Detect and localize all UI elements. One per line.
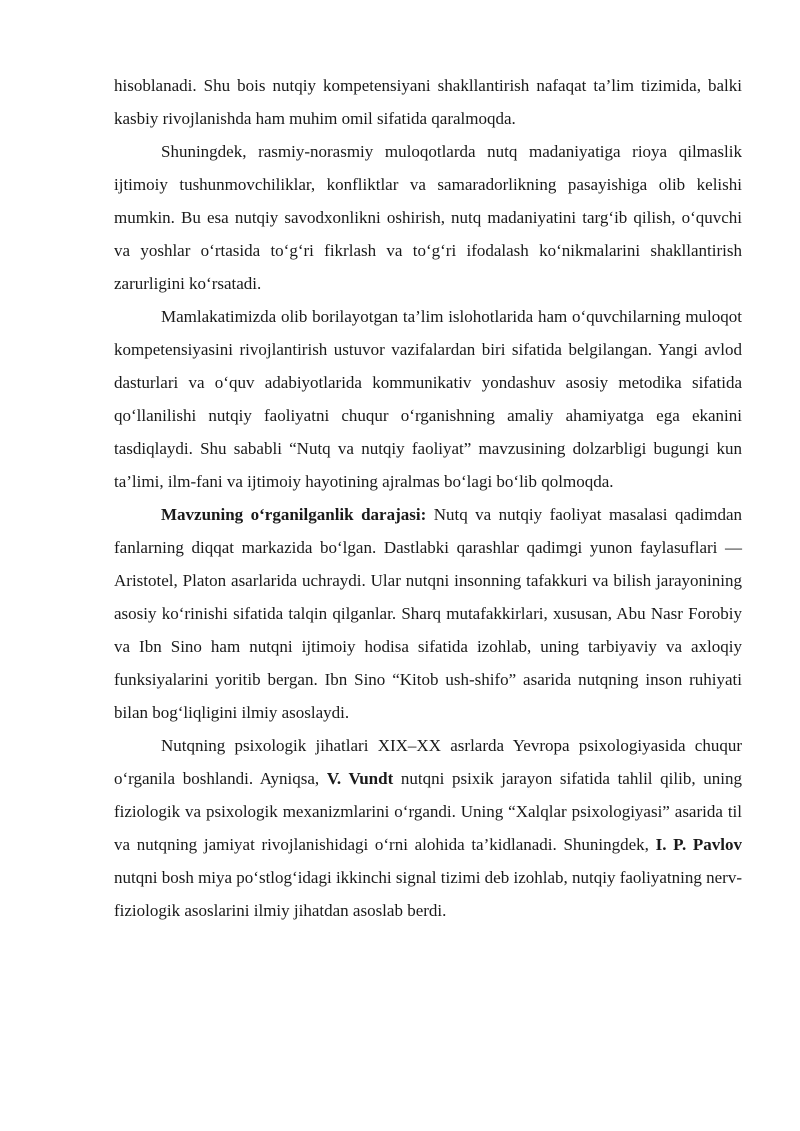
paragraph-2 xyxy=(114,135,742,300)
document-page xyxy=(114,69,742,927)
paragraph-1-text: hisoblanadi. Shu bois nutqiy kompetensiyani shakllantirish nafaqat ta’lim tizimida, balki kasbiy rivojlanishda ham muhim omil sifatida qaralmoqda. xyxy=(114,76,742,128)
paragraph-3-text: Mamlakatimizda olib borilayotgan ta’lim islohotlarida ham o‘quvchilarning muloqot kompetensiyasini rivojlantirish ustuvor vazifalardan biri sifatida belgilangan. Yangi avlod dasturlari va o‘quv adabiyotlarida kommunikativ yondashuv asosiy metodika sifatida qo‘llanilishi nutqiy faoliyatni chuqur o‘rganishning amaliy ahamiyatga ega ekanini tasdiqlaydi. Shu sababli “Nutq va nutqiy faoliyat” mavzusining dolzarbligi bugungi kun ta’limi, ilm-fani va ijtimoiy hayotining ajralmas bo‘lagi bo‘lib qolmoqda. xyxy=(114,307,742,491)
paragraph-2-text: Shuningdek, rasmiy-norasmiy muloqotlarda nutq madaniyatiga rioya qilmaslik ijtimoiy tushunmovchiliklar, konfliktlar va samaradorlikning pasayishiga olib kelishi mumkin. Bu esa nutqiy savodxonlikni oshirish, nutq madaniyatini targ‘ib qilish, o‘quvchi va yoshlar o‘rtasida to‘g‘ri fikrlash va to‘g‘ri ifodalash ko‘nikmalarini shakllantirish zarurligini ko‘rsatadi. xyxy=(114,142,742,293)
paragraph-4 xyxy=(114,498,742,729)
paragraph-5-text-c: nutqni bosh miya po‘stlog‘idagi ikkinchi signal tizimi deb izohlab, nutqiy faoliyatning nerv-fiziologik asoslarini ilmiy jihatdan asoslab berdi. xyxy=(114,868,742,920)
paragraph-5-text-b: nutqni psixik jarayon sifatida tahlil qilib, uning fiziologik va psixologik mexanizmlarini o‘rgandi. Uning “Xalqlar psixologiyasi” asarida til va nutqning jamiyat rivojlanishidagi o‘rni alohida ta’kidlanadi. Shuningdek, xyxy=(114,769,742,854)
author-name-vundt: V. Vundt xyxy=(326,769,394,788)
paragraph-5 xyxy=(114,729,742,927)
paragraph-1 xyxy=(114,69,742,135)
author-name-pavlov: I. P. Pavlov xyxy=(655,835,742,854)
section-heading-inline: Mavzuning o‘rganilganlik darajasi: xyxy=(161,505,427,524)
paragraph-3 xyxy=(114,300,742,498)
paragraph-4-text: Nutq va nutqiy faoliyat masalasi qadimdan fanlarning diqqat markazida bo‘lgan. Dastlabki qarashlar qadimgi yunon faylasuflari — Aristotel, Platon asarlarida uchraydi. Ular nutqni insonning tafakkuri va bilish jarayonining asosiy ko‘rinishi sifatida talqin qilganlar. Sharq mutafakkirlari, xususan, Abu Nasr Forobiy va Ibn Sino ham nutqni ijtimoiy hodisa sifatida izohlab, uning tarbiyaviy va axloqiy funksiyalarini yoritib bergan. Ibn Sino “Kitob ush-shifo” asarida nutqning inson ruhiyati bilan bog‘liqligini ilmiy asoslaydi. xyxy=(114,505,742,722)
paragraph-5-text-a: Nutqning psixologik jihatlari XIX–XX asrlarda Yevropa psixologiyasida chuqur o‘rganila boshlandi. Ayniqsa, xyxy=(114,736,742,788)
